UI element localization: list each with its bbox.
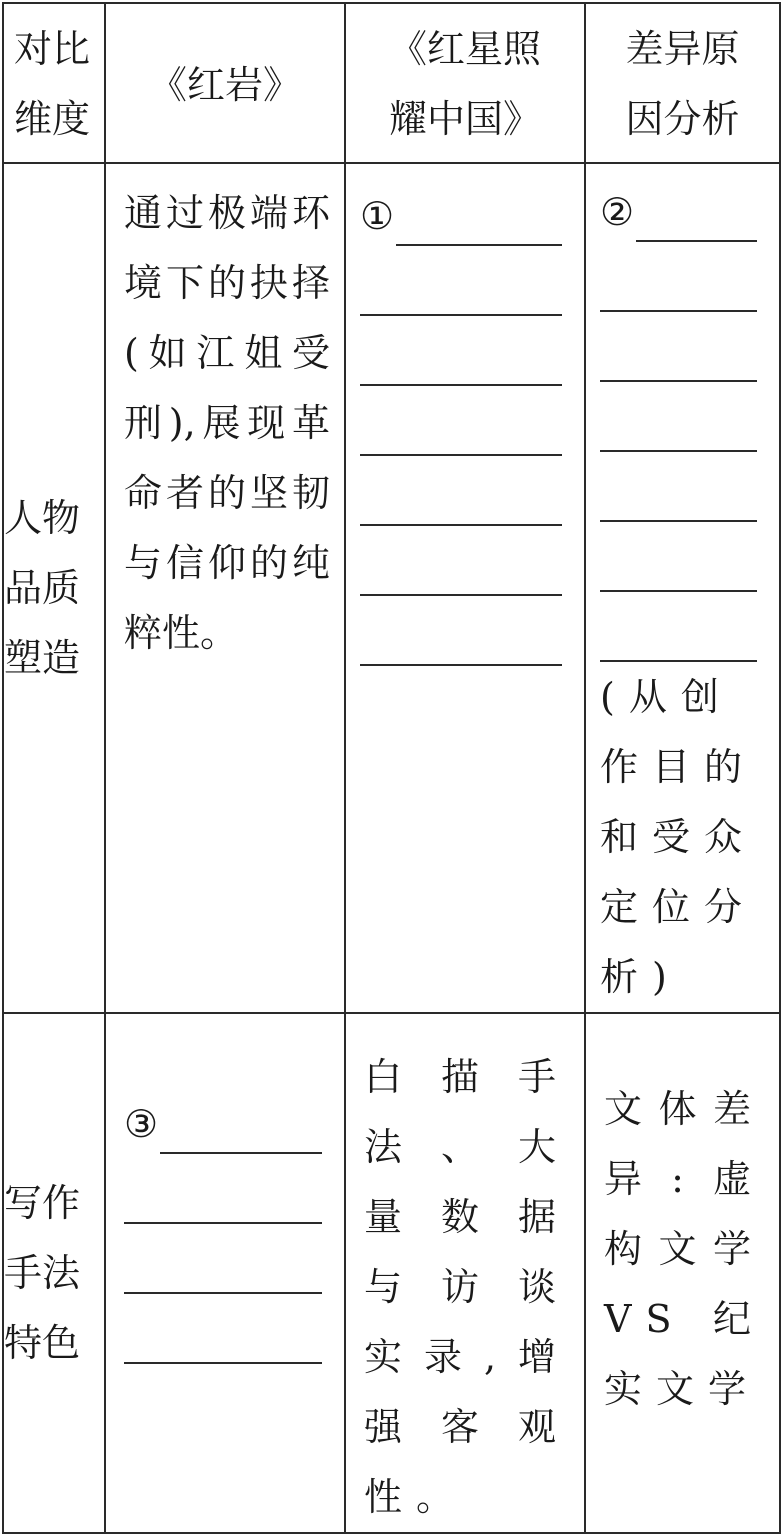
cell-hongyan-writing xyxy=(105,1013,345,1533)
answer-hint: (从创作目的和受众定位分析) xyxy=(600,675,757,999)
row-dimension-character: 人物品质塑造 xyxy=(3,163,105,1013)
answer-blank-line xyxy=(360,456,562,526)
header-reason: 差异原因分析 xyxy=(585,3,780,163)
header-hongyan: 《红岩》 xyxy=(105,3,345,163)
answer-blank-line xyxy=(124,1154,322,1224)
table-row xyxy=(3,1013,780,1533)
cell-hongyan-character: 通过极端环境下的抉择(如江姐受刑),展现革命者的坚韧与信仰的纯粹性。 xyxy=(105,163,345,1013)
answer-blank-line xyxy=(124,1294,322,1364)
answer-blank-2[interactable]: ② xyxy=(600,172,769,242)
answer-blank-3[interactable]: ③ xyxy=(124,1084,334,1154)
answer-blank-line xyxy=(600,522,757,592)
cell-reason-writing: 文体差异:虚构文学VS纪实文学 xyxy=(585,1013,780,1533)
cell-hongxing-character xyxy=(345,163,585,1013)
answer-blank-line xyxy=(360,246,562,316)
row-dimension-writing: 写作手法特色 xyxy=(3,1013,105,1533)
header-hongxing: 《红星照耀中国》 xyxy=(345,3,585,163)
answer-blank-line xyxy=(600,242,757,312)
answer-blank-line xyxy=(600,452,757,522)
answer-blank-line xyxy=(360,386,562,456)
answer-blank-line xyxy=(124,1224,322,1294)
answer-blank-line xyxy=(600,312,757,382)
answer-blank-1[interactable]: ① xyxy=(360,176,574,246)
answer-blank-line xyxy=(600,592,757,662)
answer-blank-line xyxy=(600,382,757,452)
header-dimension: 对比维度 xyxy=(3,3,105,163)
cell-hongxing-writing: 白描手法、大量数据与访谈实录,增强客观性。 xyxy=(345,1013,585,1533)
answer-blank-line xyxy=(360,526,562,596)
answer-blank-line xyxy=(360,596,562,666)
answer-blank-line xyxy=(360,316,562,386)
table-header-row xyxy=(3,3,780,163)
table-row xyxy=(3,163,780,1013)
cell-reason-character xyxy=(585,163,780,1013)
comparison-table xyxy=(2,2,781,1534)
